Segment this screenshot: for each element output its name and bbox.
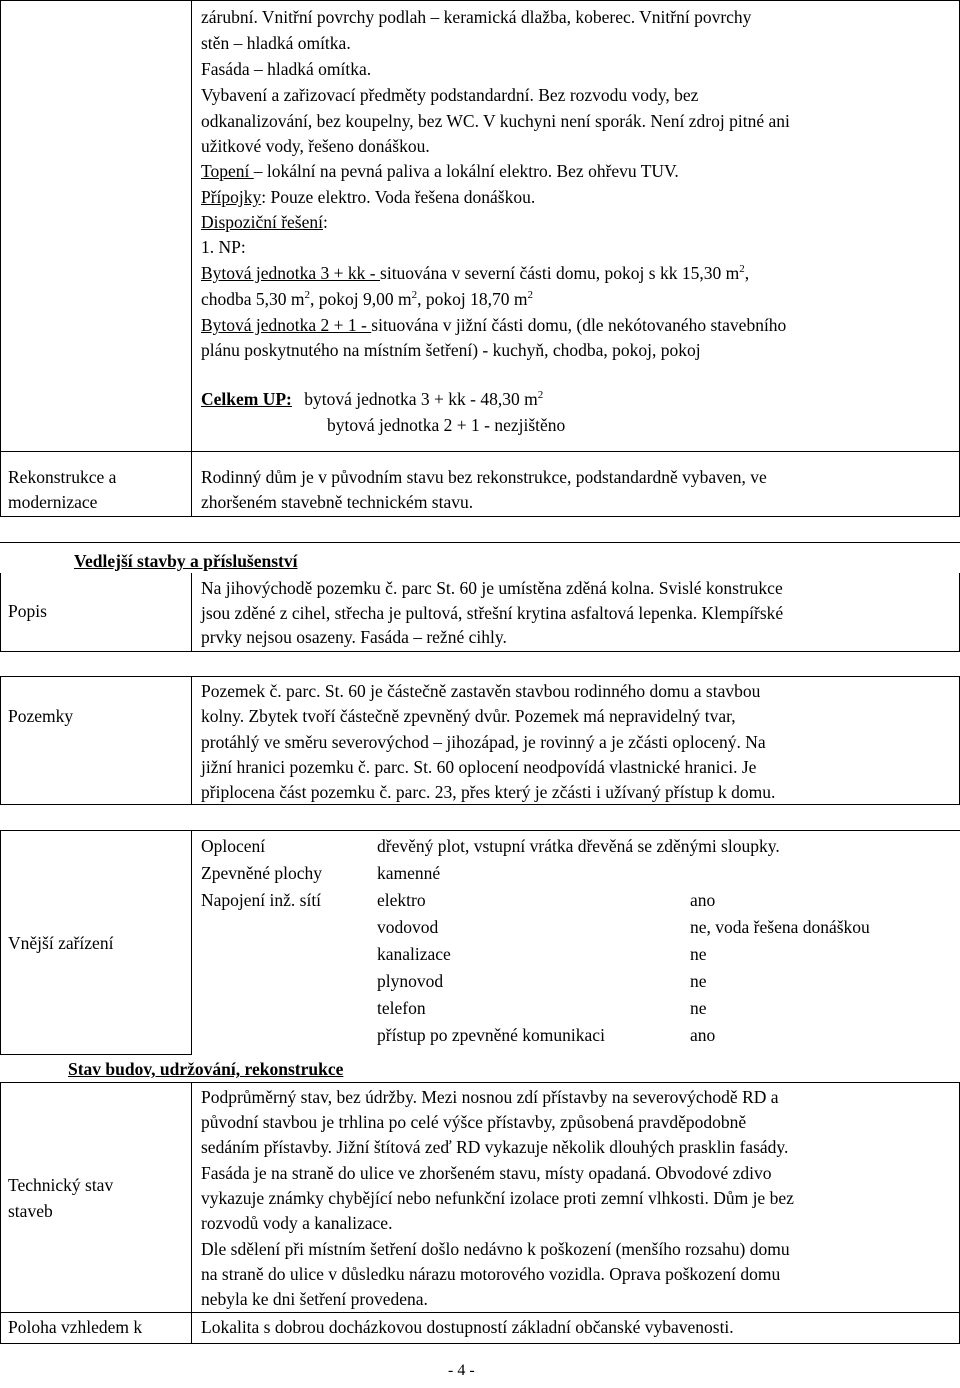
bj1-text: , pokoj 18,70 m: [417, 289, 528, 309]
superscript: 2: [411, 289, 418, 302]
dispozicni-label: Dispoziční řešení: [201, 212, 323, 232]
text-line: zárubní. Vnitřní povrchy podlah – keramická dlažba, koberec. Vnitřní povrchy: [201, 7, 752, 27]
rekonstrukce-label: modernizace: [8, 492, 98, 512]
vnejsi-c3: ano: [690, 1025, 716, 1045]
np-heading: 1. NP:: [201, 237, 246, 257]
superscript: 2: [527, 289, 533, 302]
superscript: 2: [537, 389, 544, 402]
bj2-line2: plánu poskytnutého na místním šetření) - kuchyň, chodba, pokoj, pokoj: [201, 340, 701, 360]
rekonstrukce-text: Rodinný dům je v původním stavu bez rekonstrukce, podstandardně vybaven, ve: [201, 467, 767, 487]
vnejsi-c2: přístup po zpevněné komunikaci: [377, 1025, 605, 1045]
vnejsi-c2: kanalizace: [377, 944, 451, 964]
poloha-label: Poloha vzhledem k: [8, 1317, 143, 1337]
pozemky-text: Pozemek č. parc. St. 60 je částečně zastavěn stavbou rodinného domu a stavbou: [201, 681, 761, 701]
celkem-value: bytová jednotka 3 + kk - 48,30 m: [304, 389, 538, 409]
celkem-line: [201, 386, 543, 412]
bj1-line: [201, 260, 749, 286]
text-line: odkanalizování, bez koupelny, bez WC. V kuchyni není sporák. Není zdroj pitné ani: [201, 111, 790, 131]
bj1-text: ,: [744, 263, 750, 283]
stav-text: nebyla ke dni šetření provedena.: [201, 1289, 428, 1309]
pripojky-line: [201, 184, 535, 210]
vedlejsi-top-rule: [0, 542, 960, 543]
vnejsi-c3: ne: [690, 944, 707, 964]
stav-text: Fasáda je na straně do ulice ve zhoršeném stavu, místy opadaná. Obvodové zdivo: [201, 1163, 772, 1183]
stav-text: Podprůměrný stav, bez údržby. Mezi nosnou zdí přístavby na severovýchodě RD a: [201, 1087, 779, 1107]
popis-label: Popis: [8, 601, 47, 621]
vnejsi-c1: Oplocení: [201, 836, 266, 856]
pozemky-label: Pozemky: [8, 706, 74, 726]
topeni-line: [201, 158, 679, 184]
vnejsi-c2: dřevěný plot, vstupní vrátka dřevěná se zděnými sloupky.: [377, 836, 780, 856]
vedlejsi-text: prvky nejsou osazeny. Fasáda – režné cihly.: [201, 627, 507, 647]
bj2-label: Bytová jednotka 2 + 1 -: [201, 315, 372, 335]
topeni-label: Topení: [201, 161, 254, 181]
text-line: Vybavení a zařizovací předměty podstandardní. Bez rozvodu vody, bez: [201, 85, 699, 105]
topeni-text: – lokální na pevná paliva a lokální elektro. Bez ohřevu TUV.: [253, 161, 679, 181]
bj2-text: situována v jižní části domu, (dle nekótovaného stavebního: [371, 315, 787, 335]
pozemky-left-cell: [0, 676, 192, 805]
section1-left-cell: [0, 0, 192, 452]
stav-text: původní stavbou je trhlina po celé výšce přístavby, způsobená pravděpodobně: [201, 1112, 747, 1132]
pozemky-text: protáhlý ve směru severovýchod – jihozápad, je rovinný a je zčásti oplocený. Na: [201, 732, 766, 752]
vnejsi-c3: ne: [690, 971, 707, 991]
rekonstrukce-text: zhoršeném stavebně technickém stavu.: [201, 492, 474, 512]
celkem-line2: bytová jednotka 2 + 1 - nezjištěno: [327, 415, 566, 435]
bj2-line: [201, 312, 786, 338]
superscript: 2: [739, 263, 745, 276]
vnejsi-c2: plynovod: [377, 971, 444, 991]
vnejsi-label: Vnější zařízení: [8, 933, 114, 953]
stav-text: vykazuje známky chybějící nebo nefunkční izolace proti zemní vlhkosti. Dům je bez: [201, 1188, 794, 1208]
vnejsi-c2: vodovod: [377, 917, 439, 937]
text-line: užitkové vody, řešeno donáškou.: [201, 136, 430, 156]
pripojky-label: Přípojky: [201, 187, 262, 207]
page-number: - 4 -: [448, 1362, 475, 1379]
stav-text: Dle sdělení při místním šetření došlo nedávno k poškození (menšího rozsahu) domu: [201, 1239, 790, 1259]
vnejsi-c2: kamenné: [377, 863, 441, 883]
dispozicni-colon: :: [322, 212, 328, 232]
dispozicni-line: [201, 209, 328, 235]
vnejsi-c3: ne, voda řešena donáškou: [690, 917, 870, 937]
stav-label: Technický stav: [8, 1175, 114, 1195]
vnejsi-c2: elektro: [377, 890, 426, 910]
text-line: stěn – hladká omítka.: [201, 33, 351, 53]
stav-heading: Stav budov, udržování, rekonstrukce: [68, 1059, 344, 1079]
superscript: 2: [304, 289, 311, 302]
vnejsi-c3: ano: [690, 890, 716, 910]
vedlejsi-text: Na jihovýchodě pozemku č. parc St. 60 je umístěna zděná kolna. Svislé konstrukce: [201, 578, 783, 598]
rekonstrukce-label: Rekonstrukce a: [8, 467, 117, 487]
vedlejsi-text: jsou zděné z cihel, střecha je pultová, střešní krytina asfaltová lepenka. Klempířské: [201, 603, 784, 623]
bj1-text: , pokoj 9,00 m: [310, 289, 412, 309]
bj1-label: Bytová jednotka 3 + kk -: [201, 263, 381, 283]
vnejsi-top-rule: [191, 830, 960, 831]
vnejsi-c1: Zpevněné plochy: [201, 863, 322, 883]
pozemky-text: jižní hranici pozemku č. parc. St. 60 oplocení neodpovídá vlastnické hranici. Je: [201, 757, 757, 777]
stav-text: sedáním přístavby. Jižní štítová zeď RD vykazuje několik dlouhých prasklin fasády.: [201, 1137, 789, 1157]
pozemky-text: připlocena část pozemku č. parc. 23, přes který je zčásti i užívaný přístup k domu.: [201, 782, 776, 802]
poloha-text: Lokalita s dobrou docházkovou dostupností základní občanské vybavenosti.: [201, 1317, 734, 1337]
text-line: Fasáda – hladká omítka.: [201, 59, 372, 79]
vnejsi-c1: Napojení inž. sítí: [201, 890, 322, 910]
bj1-line2: [201, 286, 533, 312]
bj1-text: chodba 5,30 m: [201, 289, 305, 309]
stav-label: staveb: [8, 1201, 53, 1221]
pozemky-text: kolny. Zbytek tvoří částečně zpevněný dvůr. Pozemek má nepravidelný tvar,: [201, 706, 736, 726]
vnejsi-c2: telefon: [377, 998, 426, 1018]
vnejsi-c3: ne: [690, 998, 707, 1018]
vedlejsi-heading: Vedlejší stavby a příslušenství: [74, 551, 298, 571]
pripojky-text: : Pouze elektro. Voda řešena donáškou.: [261, 187, 536, 207]
bj1-text: situována v severní části domu, pokoj s kk 15,30 m: [380, 263, 740, 283]
stav-text: na straně do ulice v důsledku nárazu motorového vozidla. Oprava poškození domu: [201, 1264, 781, 1284]
celkem-label: Celkem UP:: [201, 389, 292, 409]
stav-text: rozvodů vody a kanalizace.: [201, 1213, 393, 1233]
